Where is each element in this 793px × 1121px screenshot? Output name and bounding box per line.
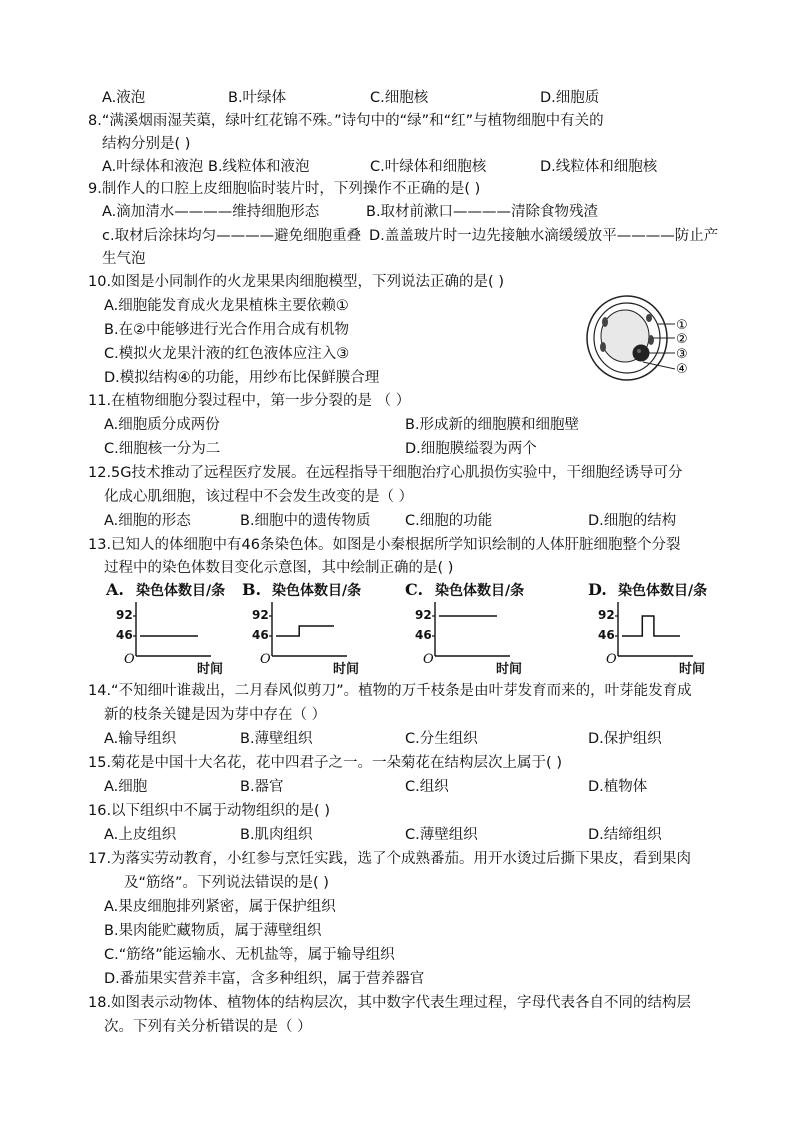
q11-option-b: B.形成新的细胞膜和细胞壁 [405, 417, 580, 433]
q14-option-d: D.保护组织 [588, 731, 662, 747]
y-tick-label: 46 [116, 628, 133, 642]
q10-option-b: B.在②中能够进行光合作用合成有机物 [104, 322, 350, 338]
q16-option-c: C.薄壁组织 [405, 827, 478, 843]
q8-option-a: A.叶绿体和液泡 [102, 159, 204, 175]
q9-stem: 9.制作人的口腔上皮细胞临时装片时，下列操作不正确的是( ) [88, 181, 481, 197]
chart-origin-label: O [260, 652, 271, 667]
q17-stem-cont: 及“筋络”。下列说法错误的是( ) [124, 875, 329, 891]
q12-stem: 12.5G技术推动了远程医疗发展。在远程指导干细胞治疗心肌损伤实验中，干细胞经诱导可分 [88, 465, 683, 481]
chart-option-letter: C. [405, 580, 424, 599]
q14-stem-cont: 新的枝条关键是因为芽中存在（ ） [104, 707, 327, 723]
q14-stem: 14.“不知细叶谁裁出，二月春风似剪刀”。植物的万千枝条是由叶芽发育而来的，叶芽能发育成 [88, 683, 692, 699]
q9-option-b: B.取材前漱口————清除食物残渣 [366, 204, 599, 220]
y-tick-label: 92 [598, 608, 615, 622]
chart-x-axis-title: 时间 [679, 662, 706, 677]
q16-stem: 16.以下组织中不属于动物组织的是( ) [88, 803, 330, 819]
y-tick-label: 92 [252, 608, 269, 622]
chart-option-letter: B. [242, 580, 262, 599]
q12-option-b: B.细胞中的遗传物质 [240, 513, 371, 529]
q17-option-d: D.番茄果实营养丰富，含多种组织，属于营养器官 [104, 971, 425, 987]
q16-option-a: A.上皮组织 [104, 827, 177, 843]
q9-option-c: c.取材后涂抹均匀————避免细胞重叠 [102, 228, 362, 244]
q13-stem-cont: 过程中的染色体数目变化示意图，其中绘制正确的是( ) [104, 560, 454, 576]
q14-option-b: B.薄壁组织 [240, 731, 313, 747]
q18-stem-cont: 次。下列有关分析错误的是（ ） [104, 1019, 312, 1035]
q11-option-d: D.细胞膜缢裂为两个 [405, 441, 537, 457]
q8-stem: 8.“满溪烟雨湿芙蕖，绿叶红花锦不殊。”诗句中的“绿”和“红”与植物细胞中有关的 [88, 113, 604, 129]
q7-option-c: C.细胞核 [370, 90, 429, 106]
y-tick-label: 92 [116, 608, 133, 622]
q9-option-d: D.盖盖玻片时一边先接触水滴缓缓放平————防止产 [369, 228, 719, 244]
series-line [276, 626, 334, 636]
chart-y-axis-title: 染色体数目/条 [272, 583, 362, 599]
chart-option-letter: A. [106, 580, 124, 599]
q10-option-d: D.模拟结构④的功能，用纱布比保鲜膜合理 [104, 370, 380, 386]
q18-stem: 18.如图表示动物体、植物体的结构层次，其中数字代表生理过程，字母代表各自不同的结构层 [88, 995, 692, 1011]
q15-stem: 15.菊花是中国十大名花，花中四君子之一。一朵菊花在结构层次上属于( ) [88, 755, 562, 771]
chart-x-axis-title: 时间 [197, 662, 224, 677]
q10-option-a: A.细胞能发育成火龙果植株主要依赖① [104, 298, 349, 314]
chart-origin-label: O [606, 652, 617, 667]
chart-origin-label: O [423, 652, 434, 667]
chart-option-a [106, 580, 256, 677]
y-tick-label: 46 [598, 628, 615, 642]
chart-x-axis-title: 时间 [496, 662, 523, 677]
chart-option-letter: D. [588, 580, 607, 599]
series-line [622, 616, 680, 636]
cell-label-2: ② [676, 332, 688, 347]
chart-origin-label: O [124, 652, 135, 667]
q12-option-d: D.细胞的结构 [588, 513, 677, 529]
q17-stem: 17.为落实劳动教育，小红参与烹饪实践，选了个成熟番茄。用开水烫过后撕下果皮，看到果肉 [88, 851, 692, 867]
q8-option-d: D.线粒体和细胞核 [540, 159, 658, 175]
chart-option-c [405, 580, 555, 677]
chart-option-d [588, 580, 738, 677]
q8-option-c: C.叶绿体和细胞核 [370, 159, 487, 175]
q10-option-c: C.模拟火龙果汁液的红色液体应注入③ [104, 346, 350, 362]
q17-option-c: C.“筋络”能运输水、无机盐等，属于输导组织 [104, 947, 395, 963]
q7-option-b: B.叶绿体 [228, 90, 287, 106]
q7-option-d: D.细胞质 [540, 90, 600, 106]
q12-option-c: C.细胞的功能 [405, 513, 493, 529]
plant-cell-model-figure [585, 292, 695, 388]
q11-option-c: C.细胞核一分为二 [104, 441, 221, 457]
q12-option-a: A.细胞的形态 [104, 513, 191, 529]
cell-label-3: ③ [676, 347, 688, 362]
q9-option-a: A.滴加清水————维持细胞形态 [102, 204, 320, 220]
plant-cell-drawing [585, 292, 695, 388]
q16-option-b: B.肌肉组织 [240, 827, 313, 843]
y-tick-label: 46 [252, 628, 269, 642]
q15-option-d: D.植物体 [588, 779, 648, 795]
q15-option-a: A.细胞 [104, 779, 148, 795]
q16-option-d: D.结缔组织 [588, 827, 662, 843]
q8-stem-cont: 结构分别是( ) [102, 136, 191, 152]
q17-option-a: A.果皮细胞排列紧密，属于保护组织 [104, 899, 336, 915]
chart-y-axis-title: 染色体数目/条 [435, 583, 525, 599]
cell-label-1: ① [676, 318, 688, 333]
y-tick-label: 46 [415, 628, 432, 642]
q8-option-b: B.线粒体和液泡 [208, 159, 310, 175]
chart-y-axis-title: 染色体数目/条 [618, 583, 708, 599]
q13-stem: 13.已知人的体细胞中有46条染色体。如图是小秦根据所学知识绘制的人体肝脏细胞整个分裂 [88, 537, 681, 553]
chart-y-axis-title: 染色体数目/条 [136, 583, 226, 599]
q15-option-b: B.器官 [240, 779, 284, 795]
q11-stem: 11.在植物细胞分裂过程中，第一步分裂的是 （ ） [88, 393, 411, 409]
q14-option-a: A.输导组织 [104, 731, 177, 747]
chart-x-axis-title: 时间 [333, 662, 360, 677]
q9-option-d-cont: 生气泡 [102, 251, 146, 267]
q11-option-a: A.细胞质分成两份 [104, 417, 220, 433]
q7-option-a: A.液泡 [102, 90, 146, 106]
q10-stem: 10.如图是小同制作的火龙果果肉细胞模型，下列说法正确的是( ) [88, 274, 504, 290]
q14-option-c: C.分生组织 [405, 731, 478, 747]
q17-option-b: B.果肉能贮藏物质，属于薄壁组织 [104, 923, 322, 939]
q12-stem-cont: 化成心肌细胞，该过程中不会发生改变的是（ ） [104, 489, 414, 505]
y-tick-label: 92 [415, 608, 432, 622]
q15-option-c: C.组织 [405, 779, 449, 795]
chart-option-b [242, 580, 392, 677]
cell-label-4: ④ [676, 362, 688, 377]
